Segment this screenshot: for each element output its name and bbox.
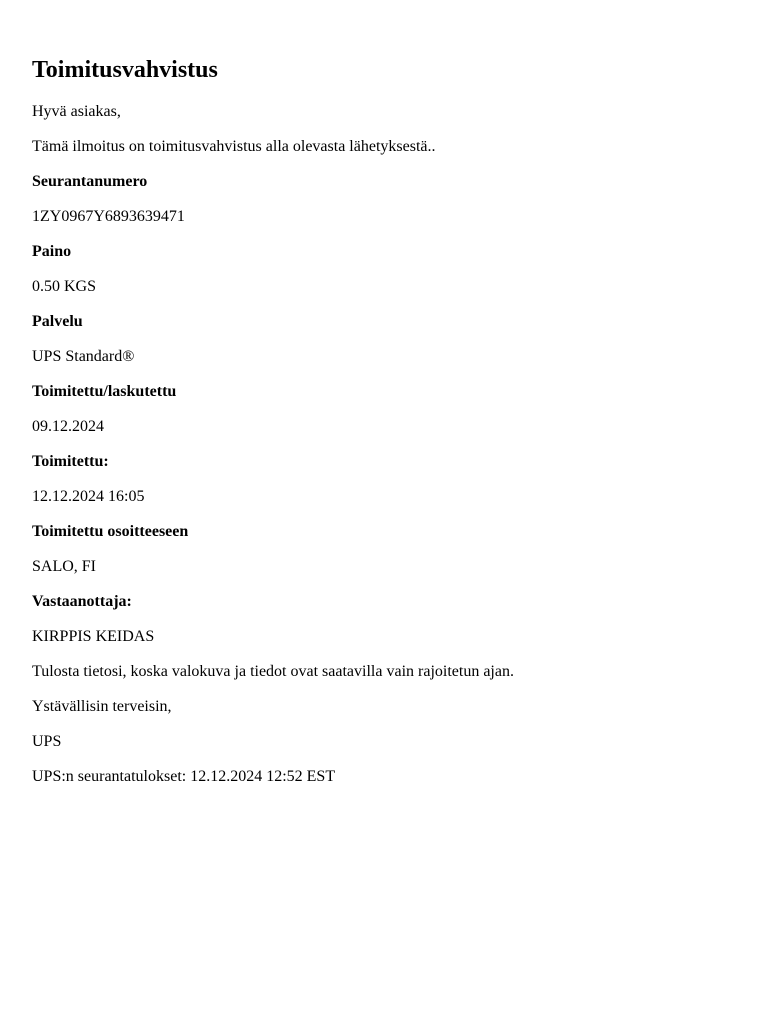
signature: UPS [32,733,62,750]
service-value: UPS Standard® [32,348,135,365]
recipient-label: Vastaanottaja: [32,593,132,610]
intro-text: Tämä ilmoitus on toimitusvahvistus alla olevasta lähetyksestä.. [32,138,436,155]
service-label: Palvelu [32,313,83,330]
shipped-billed-label: Toimitettu/laskutettu [32,383,177,400]
notice-text: Tulosta tietosi, koska valokuva ja tiedot ovat saatavilla vain rajoitetun ajan. [32,663,514,680]
delivered-label: Toimitettu: [32,453,109,470]
weight-label: Paino [32,243,72,260]
page-title: Toimitusvahvistus [32,57,218,83]
shipped-billed-value: 09.12.2024 [32,418,104,435]
closing-text: Ystävällisin terveisin, [32,698,172,715]
recipient-value: KIRPPIS KEIDAS [32,628,155,645]
tracking-number-label: Seurantanumero [32,173,148,190]
delivered-to-label: Toimitettu osoitteeseen [32,523,189,540]
greeting: Hyvä asiakas, [32,103,121,120]
delivered-value: 12.12.2024 16:05 [32,488,145,505]
weight-value: 0.50 KGS [32,278,97,295]
delivered-to-value: SALO, FI [32,558,97,575]
tracking-results: UPS:n seurantatulokset: 12.12.2024 12:52 EST [32,768,336,785]
tracking-number-value[interactable]: 1ZY0967Y6893639471 [32,208,185,225]
